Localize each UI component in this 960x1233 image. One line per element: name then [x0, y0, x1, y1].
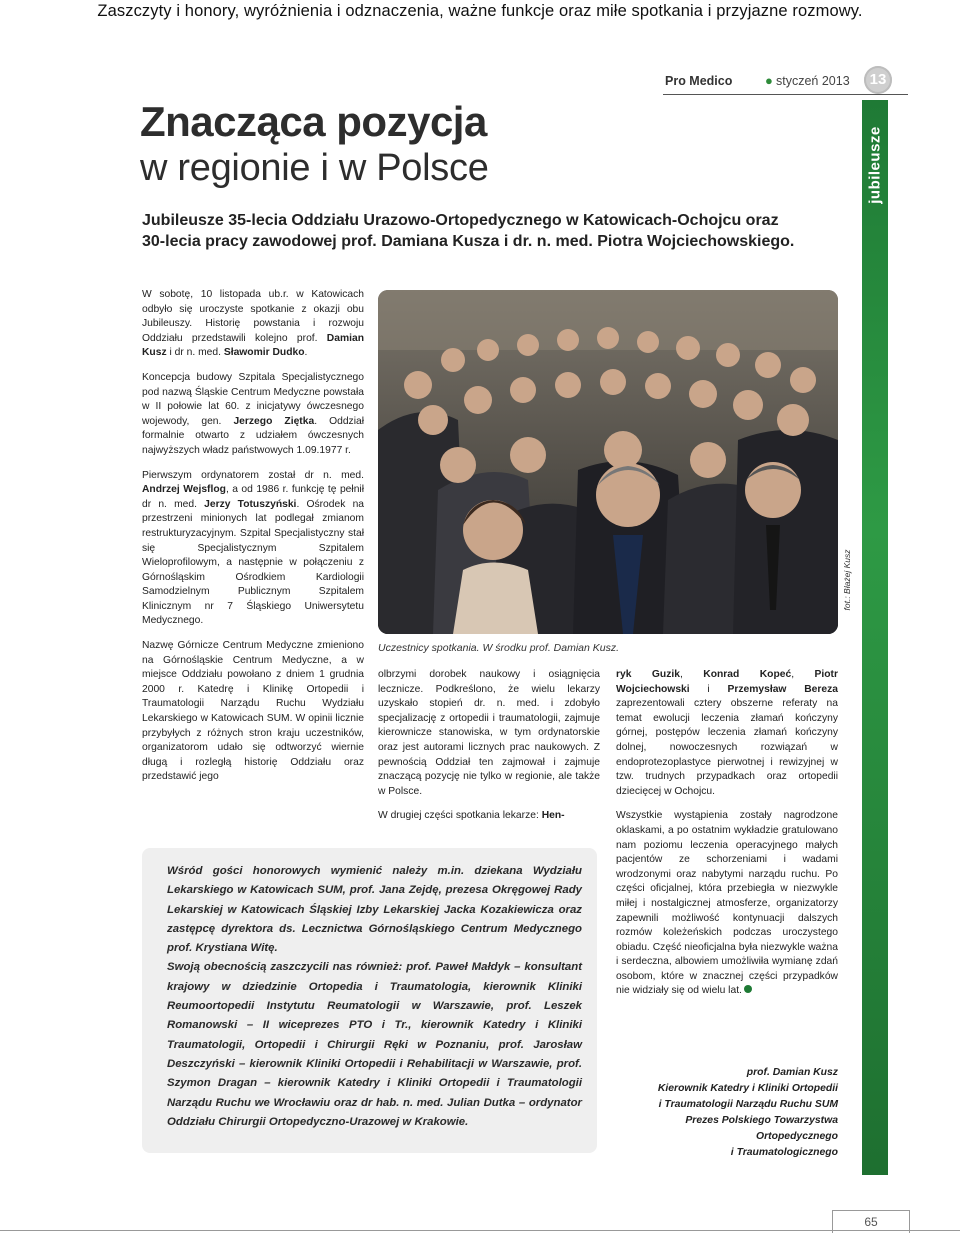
- author-signature: [616, 1065, 838, 1161]
- group-photo-illustration: [378, 290, 838, 634]
- group-photo: [378, 290, 838, 634]
- person-name: Hen-: [541, 810, 565, 822]
- paragraph: Swoją obecnością zaszczycili nas również: prof. Paweł Małdyk – konsultant krajowy w dziedzinie Ortopedia i Traumatologia, kierownik Kliniki Reumoortopedii Instytutu Reumatologii w Warszawie, prof. Leszek Romanowski – II wiceprezes PTO i Tr., kierownik Katedry i Kliniki Traumatologii, Ortopedii i Chirurgii Ręki w Poznaniu, prof. Jarosław Deszczyński – kierownik Kliniki Ortopedii i Rehabilitacji w Warszawie, prof. Szymon Dragan – kierownik Katedry i Kliniki Ortopedii i Traumatologii Narządu Ruchu we Wrocławiu oraz dr hab. n. med. Julian Dutka – ordynator Oddziału Chirurgii Ortopedyczno-Urazowej w Krakowie.: [167, 961, 582, 1128]
- section-label: [862, 100, 888, 230]
- author-title-line: Kierownik Katedry i Kliniki Ortopedii: [657, 1083, 838, 1094]
- author-name: prof. Damian Kusz: [746, 1067, 838, 1078]
- magazine-page-number: 13: [864, 66, 892, 94]
- paragraph: [616, 809, 838, 999]
- paragraph: [142, 288, 364, 361]
- text: Wszystkie wystąpienia zostały nagrodzone oklaskami, a po ostatnim wykładzie gratulowano nam poziomu leczenia operacyjnego małych pacjentów ze schorzeniami i wadami wrodzonymi oraz nabytymi narządu ruchu. Po części oficjalnej, która przebiegła w niezwykle miłej i nostalgicznej atmosferze, organizatorzy zapewnili możliwość kontynuacji dalszych rozmów koleżeńskich podczas uroczystego obiadu. Część nieoficjalna była niezwykle ważna i serdeczna, albowiem umożliwiła wymianę zdań osobom, które w znacznej części przypadków nie widziały się od wielu lat.: [616, 810, 838, 997]
- author-title-line: i Traumatologicznego: [730, 1147, 838, 1158]
- guests-box: [142, 848, 597, 1153]
- section-side-bar: [862, 100, 888, 1175]
- text: . Ośrodek na przestrzeni minionych lat podlegał zmianom restrukturyzacyjnym. Szpital Specjalistyczny stał się Specjalistycznym Szpitalem Wieloprofilowym, a następnie w połączeniu z Górnośląskim Ośrodkiem Kardiologii Samodzielnym Publicznym Szpitalem Klinicznym nr 7 Śląskiego Uniwersytetu Medycznego.: [142, 498, 365, 627]
- person-name: Przemysław Bereza: [727, 683, 838, 695]
- text-column-1: [142, 288, 364, 795]
- paragraph: [616, 668, 838, 799]
- person-name: Sławomir Dudko: [223, 347, 305, 359]
- author-title-line: Prezes Polskiego Towarzystwa: [685, 1115, 838, 1126]
- photo-credit-text: fot.: Błażej Kusz: [842, 549, 852, 611]
- text: i: [689, 683, 728, 695]
- paragraph: Nazwę Górnicze Centrum Medyczne zmieniono na Górnośląskie Centrum Medyczne, a w miejsce Oddziału powołano z dniem 1 grudnia 2000 r. Katedrę i Klinikę Ortopedii i Traumatologii Narządu Ruchu Wydziału Lekarskiego w Katowicach SUM. W opinii licznie przybyłych z różnych stron kraju uczestników, organizatorom udało się odtworzyć wiernie długą i rozległą historię Oddziału oraz przedstawić jego: [142, 640, 364, 783]
- document-page-number: 65: [832, 1210, 910, 1233]
- paragraph: [142, 371, 364, 459]
- magazine-name: Pro Medico: [665, 74, 733, 88]
- person-name: Jerzy Totuszyński: [204, 498, 297, 510]
- paragraph: [378, 809, 600, 824]
- text: Pierwszym ordynatorem został dr n. med.: [142, 469, 364, 481]
- text: .: [304, 347, 308, 359]
- person-name: Jerzego Ziętka: [233, 415, 315, 427]
- photo-credit: [837, 540, 857, 620]
- running-header: Zaszczyty i honory, wyróżnienia i odznaczenia, ważne funkcje oraz miłe spotkania i przyjazne rozmowy.: [97, 2, 863, 20]
- guests-box-text: [167, 862, 582, 1132]
- footer-divider: [0, 1230, 960, 1231]
- person-name: Piotr Wojciechowski: [616, 669, 838, 695]
- bullet-icon: ●: [765, 73, 773, 88]
- headline-line-1: Znacząca pozycja: [140, 98, 487, 145]
- text: zaprezentowali cztery obszerne referaty na temat ewolucji leczenia złamań kończyny górnej, postępów leczenia złamań kończyny dolnej, nowoczesnych rozwiązań w endoprotezoplastyce pierwotnej i rewizyjnej w tzw. trudnych przypadkach oraz ortopedii dziecięcej w Ochojcu.: [616, 698, 838, 797]
- author-title-line: i Traumatologii Narządu Ruchu SUM: [658, 1099, 838, 1110]
- text-column-3: [616, 668, 838, 1009]
- person-name: Damian Kusz: [142, 332, 364, 359]
- text: W drugiej części spotkania lekarze:: [378, 810, 542, 822]
- article-headline: [140, 98, 740, 190]
- section-label-text: jubileusze: [866, 126, 884, 204]
- paragraph: [142, 469, 364, 630]
- text: i dr n. med.: [166, 347, 224, 359]
- end-of-article-icon: [744, 985, 752, 993]
- person-name: ryk Guzik: [616, 669, 680, 680]
- text: , a od 1986 r. funkcję tę pełnił dr n. med.: [142, 484, 365, 510]
- paragraph: Wśród gości honorowych wymienić należy m.in. dziekana Wydziału Lekarskiego w Katowicach SUM, prof. Jana Zejdę, prezesa Okręgowej Rady Lekarskiej w Katowicach Śląskiej Izby Lekarskiej Jacka Kozakiewicza oraz zastępcę dyrektora ds. Lecznictwa Górnośląskiego Centrum Medycznego prof. Krystiana Witę.: [167, 865, 582, 955]
- text: W sobotę, 10 listopada ub.r. w Katowicach odbyło się uroczyste spotkanie z okazji obu Jubileuszy. Historię powstania i rozwoju Oddziału przedstawili kolejno prof.: [142, 289, 364, 344]
- text-column-2: [378, 668, 600, 834]
- text: Koncepcja budowy Szpitala Specjalistycznego pod nazwą Śląskie Centrum Medyczne powstała w II połowie lat 60. z inicjatywy ówczesnego wojewody, gen.: [142, 371, 364, 427]
- magazine-date: styczeń 2013: [776, 74, 850, 88]
- headline-line-2: w regionie i w Polsce: [140, 147, 489, 189]
- person-name: Konrad Kopeć: [703, 669, 792, 680]
- person-name: Andrzej Wejsflog: [142, 484, 226, 496]
- text: . Oddział formalnie otwarto z udziałem ówczesnych najwyższych władz państwowych 1.09.1977 r.: [142, 415, 365, 456]
- author-title-line: Ortopedycznego: [756, 1131, 838, 1142]
- text: ,: [791, 669, 815, 680]
- paragraph: olbrzymi dorobek naukowy i osiągnięcia lecznicze. Podkreślono, że wielu lekarzy uzyskało stopień dr. n. med. i zdobyło specjalizację z ortopedii i traumatologii, zajmuje kierownicze stanowiska, w tym ordynatorskie oraz jest autorami licznych prac naukowych. Z pewnością Oddział ten zajmował i zajmuje znaczącą pozycję nie tylko w regionie, ale także w Polsce.: [378, 669, 600, 797]
- text: ,: [679, 669, 704, 680]
- magazine-page: [125, 60, 910, 1175]
- article-lead: Jubileusze 35-lecia Oddziału Urazowo-Ortopedycznego w Katowicach-Ochojcu oraz 30-lecia pracy zawodowej prof. Damiana Kusza i dr. n. med. Piotra Wojciechowskiego.: [142, 212, 795, 250]
- photo-caption: Uczestnicy spotkania. W środku prof. Damian Kusz.: [378, 642, 620, 654]
